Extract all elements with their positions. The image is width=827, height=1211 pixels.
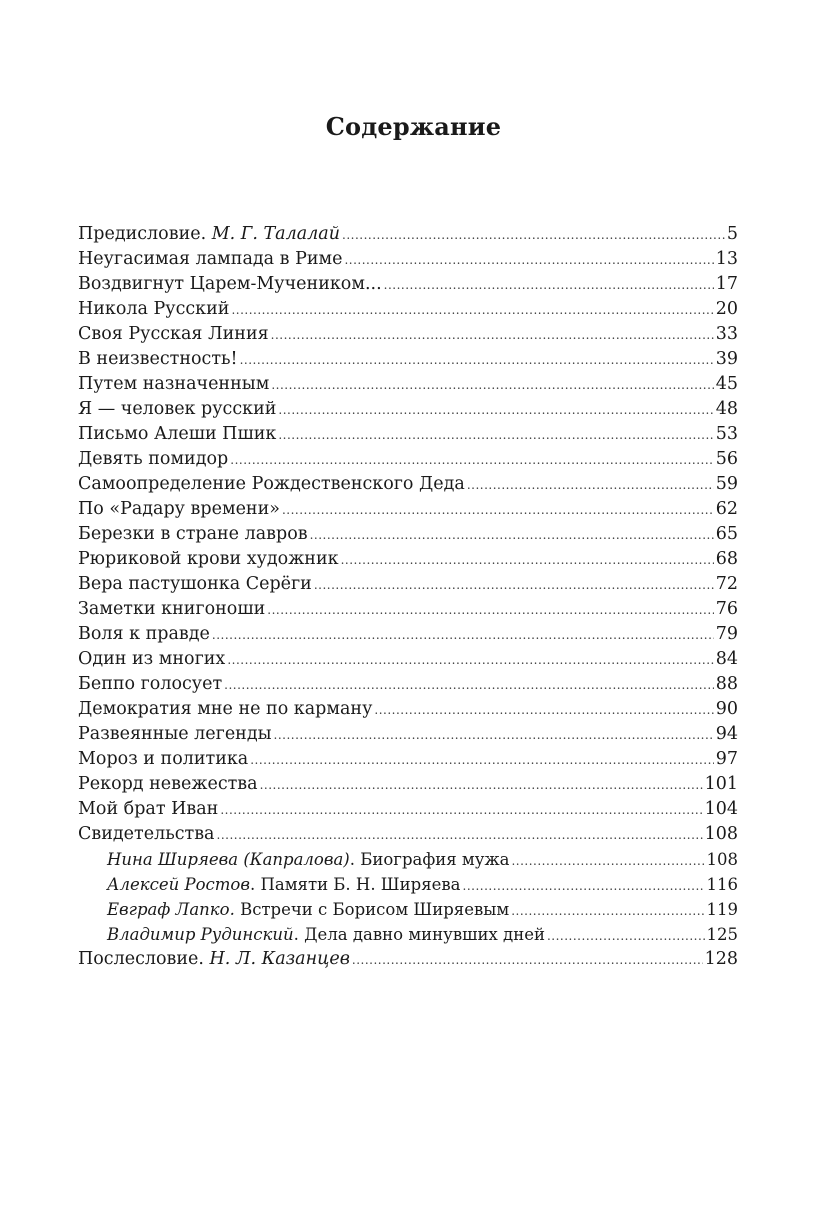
toc-entry	[78, 622, 738, 647]
toc-entry	[78, 797, 738, 822]
toc-entry	[78, 422, 738, 447]
toc-entry-text: Свидетельства	[78, 824, 215, 844]
toc-entry-separator: .	[249, 875, 261, 894]
toc-entry-title	[78, 522, 308, 547]
toc-page-number: 84	[715, 649, 738, 669]
dot-leader	[278, 422, 713, 447]
toc-entry	[78, 397, 738, 422]
toc-page-number: 72	[715, 574, 738, 594]
dot-leader	[267, 597, 713, 622]
toc-entry-title	[78, 397, 276, 422]
toc-entry-title	[78, 422, 276, 447]
table-of-contents	[78, 222, 738, 972]
toc-subentry	[78, 847, 738, 872]
dot-leader	[217, 822, 703, 847]
toc-entry-text: Один из многих	[78, 649, 226, 669]
toc-entry-title	[78, 572, 312, 597]
toc-entry-text: Мой брат Иван	[78, 799, 219, 819]
toc-page-number: 116	[706, 875, 738, 894]
toc-page-number: 48	[715, 399, 738, 419]
toc-entry-text: Я — человек русский	[78, 399, 277, 419]
dot-leader	[224, 672, 714, 697]
dot-leader	[278, 397, 713, 422]
toc-entry-text: Демократия мне не по карману	[78, 699, 373, 719]
toc-page-number: 79	[715, 624, 738, 644]
dot-leader	[314, 572, 714, 597]
toc-entry-title	[78, 722, 272, 747]
toc-entry-author: Евграф Лапко.	[107, 900, 235, 919]
toc-page-number: 97	[715, 749, 738, 769]
toc-entry-author: М. Г. Талалай	[211, 224, 341, 244]
toc-entry-title	[78, 222, 340, 247]
toc-entry	[78, 597, 738, 622]
dot-leader	[227, 647, 713, 672]
dot-leader	[271, 322, 714, 347]
toc-entry-text: По «Радару времени»	[78, 499, 280, 519]
toc-page-number: 13	[715, 249, 738, 269]
toc-entry	[78, 547, 738, 572]
toc-page-number: 125	[706, 925, 738, 944]
toc-entry	[78, 322, 738, 347]
toc-entry-title	[78, 822, 215, 847]
toc-page-number: 76	[715, 599, 738, 619]
toc-entry-text: Беппо голосует	[78, 674, 223, 694]
toc-entry-title	[78, 297, 229, 322]
toc-entry-title	[107, 897, 509, 922]
toc-entry	[78, 672, 738, 697]
toc-entry-text: Воля к правде	[78, 624, 210, 644]
toc-entry-text: Мороз и политика	[78, 749, 249, 769]
toc-entry-text: Предисловие.	[78, 224, 212, 244]
toc-subentry	[78, 872, 738, 897]
toc-entry-text: Развеянные легенды	[78, 724, 272, 744]
toc-entry-author: Н. Л. Казанцев	[209, 949, 350, 969]
dot-leader	[341, 547, 714, 572]
toc-page-number: 33	[715, 324, 738, 344]
toc-entry-title	[78, 697, 372, 722]
toc-entry-text: Послесловие.	[78, 949, 210, 969]
toc-entry-author: Владимир Рудинский	[107, 925, 294, 944]
toc-page-number: 5	[726, 224, 738, 244]
toc-page-number: 20	[715, 299, 738, 319]
dot-leader	[274, 722, 714, 747]
toc-entry	[78, 297, 738, 322]
dot-leader	[342, 222, 725, 247]
dot-leader	[511, 847, 704, 872]
toc-entry	[78, 522, 738, 547]
dot-leader	[344, 247, 713, 272]
toc-entry-title	[78, 672, 222, 697]
dot-leader	[374, 697, 713, 722]
toc-entry-text: Рекорд невежества	[78, 774, 258, 794]
dot-leader	[260, 772, 703, 797]
toc-entry	[78, 747, 738, 772]
toc-entry	[78, 572, 738, 597]
toc-entry	[78, 647, 738, 672]
toc-page-number: 104	[704, 799, 738, 819]
toc-entry-title	[78, 947, 350, 972]
dot-leader	[547, 922, 705, 947]
dot-leader	[240, 347, 714, 372]
dot-leader	[282, 497, 714, 522]
toc-entry	[78, 822, 738, 847]
toc-page-number: 68	[715, 549, 738, 569]
toc-entry-author: Алексей Ростов	[107, 875, 250, 894]
toc-subentry	[78, 922, 738, 947]
toc-entry-title	[78, 322, 269, 347]
dot-leader	[310, 522, 714, 547]
toc-entry-title	[78, 647, 225, 672]
toc-entry-text: Письмо Алеши Пшик	[78, 424, 277, 444]
toc-page-number: 108	[704, 824, 738, 844]
dot-leader	[463, 872, 705, 897]
toc-entry-text: Вера пастушонка Серёги	[78, 574, 312, 594]
toc-entry-title	[78, 622, 210, 647]
toc-entry	[78, 447, 738, 472]
toc-entry	[78, 222, 738, 247]
toc-page-number: 62	[715, 499, 738, 519]
dot-leader	[467, 472, 714, 497]
toc-page-number: 45	[715, 374, 738, 394]
dot-leader	[220, 797, 702, 822]
toc-entry-title	[78, 247, 342, 272]
toc-entry	[78, 372, 738, 397]
toc-page-number: 119	[706, 900, 738, 919]
toc-entry-separator: .	[349, 850, 361, 869]
toc-page-number: 53	[715, 424, 738, 444]
toc-page-number: 56	[715, 449, 738, 469]
toc-entry-text: Рюриковой крови художник	[78, 549, 339, 569]
toc-entry	[78, 247, 738, 272]
toc-page-number: 59	[715, 474, 738, 494]
toc-entry	[78, 722, 738, 747]
toc-entry-text: Воздвигнут Царем-Мучеником...	[78, 274, 382, 294]
toc-entry-author: Нина Ширяева (Капралова)	[107, 850, 350, 869]
toc-entry-title	[78, 597, 265, 622]
toc-entry-title	[78, 497, 280, 522]
toc-entry-text: Никола Русский	[78, 299, 230, 319]
toc-entry-text: Биография мужа	[360, 850, 510, 869]
toc-entry-title	[78, 772, 258, 797]
toc-entry-text: Своя Русская Линия	[78, 324, 269, 344]
toc-entry-title	[78, 272, 382, 297]
toc-page-number: 128	[704, 949, 738, 969]
dot-leader	[384, 272, 714, 297]
toc-entry-text: Путем назначенным	[78, 374, 270, 394]
toc-page-number: 94	[715, 724, 738, 744]
toc-entry-title	[78, 547, 339, 572]
toc-page-number: 88	[715, 674, 738, 694]
toc-entry-title	[78, 372, 269, 397]
toc-entry-text: Неугасимая лампада в Риме	[78, 249, 343, 269]
toc-entry	[78, 772, 738, 797]
toc-entry	[78, 947, 738, 972]
toc-entry	[78, 697, 738, 722]
dot-leader	[250, 747, 713, 772]
toc-entry-title	[78, 447, 228, 472]
toc-entry-text: В неизвестность!	[78, 349, 238, 369]
toc-entry-title	[107, 872, 461, 897]
toc-entry-title	[78, 747, 248, 772]
toc-entry-text: Встречи с Борисом Ширяевым	[240, 900, 510, 919]
toc-entry-title	[78, 472, 465, 497]
toc-entry	[78, 347, 738, 372]
toc-entry-text: Березки в стране лавров	[78, 524, 308, 544]
dot-leader	[230, 447, 713, 472]
toc-entry	[78, 272, 738, 297]
toc-page-number: 17	[715, 274, 738, 294]
dot-leader	[212, 622, 714, 647]
toc-entry-text: Самоопределение Рождественского Деда	[78, 474, 465, 494]
toc-entry-separator: .	[293, 925, 305, 944]
toc-subentry	[78, 897, 738, 922]
toc-page-number: 65	[715, 524, 738, 544]
toc-entry-text: Памяти Б. Н. Ширяева	[260, 875, 461, 894]
toc-page-number: 90	[715, 699, 738, 719]
toc-entry-title	[107, 922, 545, 947]
toc-entry-title	[78, 797, 218, 822]
toc-entry-text: Дела давно минувших дней	[304, 925, 545, 944]
dot-leader	[511, 897, 704, 922]
toc-entry-title	[107, 847, 509, 872]
toc-entry-text: Заметки книгоноши	[78, 599, 266, 619]
toc-page-number: 101	[704, 774, 738, 794]
dot-leader	[231, 297, 713, 322]
toc-entry-text: Девять помидор	[78, 449, 229, 469]
toc-page-number: 108	[706, 850, 738, 869]
toc-page-number: 39	[715, 349, 738, 369]
dot-leader	[271, 372, 713, 397]
toc-entry-title	[78, 347, 238, 372]
dot-leader	[352, 947, 703, 972]
toc-entry	[78, 497, 738, 522]
page-title: Содержание	[325, 112, 502, 141]
toc-entry	[78, 472, 738, 497]
